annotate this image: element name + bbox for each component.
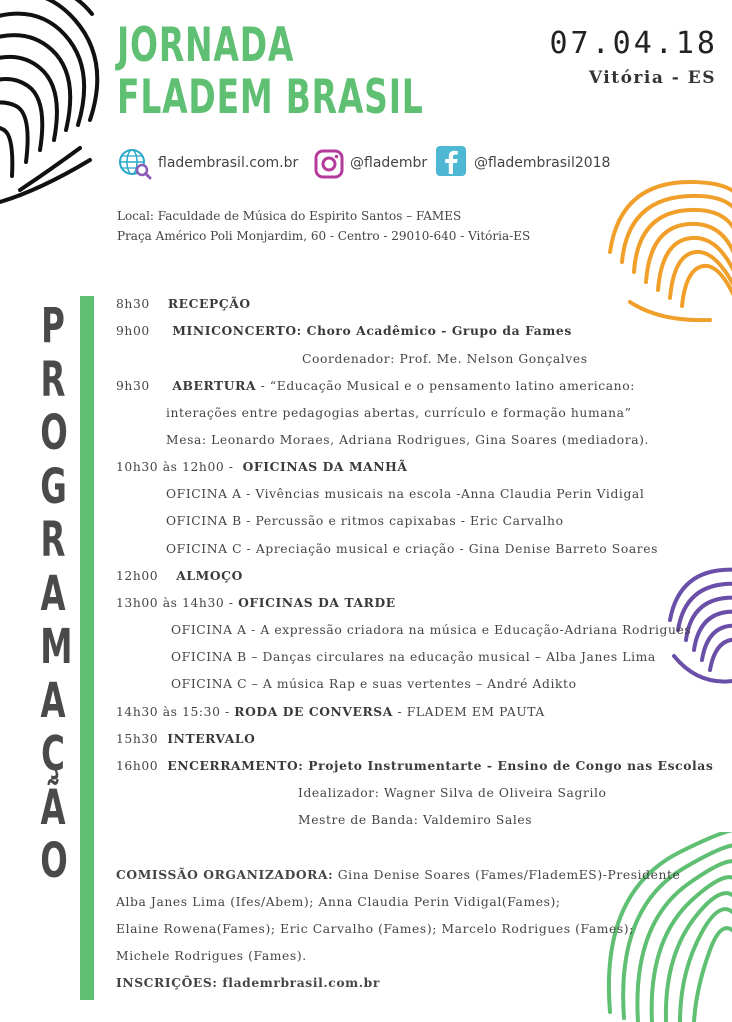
item-title: ENCERRAMENTO: Projeto Instrumentarte - Ensino de Congo nas Escolas [167,758,714,773]
time: 9h00 [116,324,150,338]
item-text: - FLADEM EM PAUTA [392,705,545,719]
item-title: RECEPÇÃO [167,296,251,311]
schedule-subline: Coordenador: Prof. Me. Nelson Gonçalves [302,352,588,366]
item-title: ALMOÇO [176,568,243,583]
title-line-1: JORNADA [117,18,295,73]
schedule-item [116,702,545,722]
fingerprint-black-decoration [0,0,110,210]
schedule-item [116,321,572,341]
green-accent-bar [80,296,94,1000]
fingerprint-orange-decoration [600,172,732,322]
location-line-1: Local: Faculdade de Música do Espirito Santos – FAMES [117,209,462,223]
title-line-2: FLADEM BRASIL [117,70,424,125]
item-title: OFICINAS DA TARDE [238,595,396,610]
event-date: 07.04.18 [549,26,718,61]
time: 16h00 [116,759,159,773]
side-letter: Ç [41,726,65,782]
side-letter: R [40,351,66,408]
item-title: ABERTURA [172,378,257,393]
workshop-line: OFICINA C – A música Rap e suas vertentes – André Adikto [171,677,577,691]
side-letter: R [40,512,66,568]
globe-search-icon [118,148,152,180]
facebook-icon[interactable] [436,146,466,176]
schedule-item [116,756,713,776]
registration-link[interactable]: flademrbrasil.com.br [217,975,380,990]
side-letter: A [40,565,66,622]
item-title: RODA DE CONVERSA [234,704,393,719]
facebook-handle[interactable]: @fladembrasil2018 [474,155,611,171]
committee-line: Alba Janes Lima (Ifes/Abem); Anna Claudia Perin Vidigal(Fames); [116,895,561,909]
committee-line: Michele Rodrigues (Fames). [116,949,307,963]
schedule-item [116,566,243,586]
committee-text: Gina Denise Soares (Fames/FlademES)-Presidente [333,868,681,882]
time: 14h30 às 15:30 - [116,705,230,719]
time: 9h30 [116,379,150,393]
workshop-line: OFICINA C - Apreciação musical e criação - Gina Denise Barreto Soares [166,542,659,556]
time: 8h30 [116,297,150,311]
instagram-handle[interactable]: @fladembr [350,155,428,171]
schedule-item [116,294,251,314]
website-link[interactable]: fladembrasil.com.br [158,155,299,171]
event-city: Vitória - ES [588,68,716,88]
location-block [117,206,530,246]
instagram-icon[interactable] [314,149,344,179]
schedule-item [116,457,408,477]
schedule-subline: Mestre de Banda: Valdemiro Sales [298,813,533,827]
time: 10h30 às 12h00 - [116,460,234,474]
side-letter: A [40,672,66,729]
schedule-item [116,593,396,613]
side-letter: M [40,619,73,675]
schedule-subline: Mesa: Leonardo Moraes, Adriana Rodrigues, Gina Soares (mediadora). [166,433,650,447]
programacao-vertical-label [36,298,73,889]
schedule-subline: Idealizador: Wagner Silva de Oliveira Sagrilo [298,786,607,800]
time: 12h00 [116,569,159,583]
side-letter: Ã [40,779,66,836]
location-line-2: Praça Américo Poli Monjardim, 60 - Centro - 29010-640 - Vitória-ES [117,229,531,243]
committee-line: Elaine Rowena(Fames); Eric Carvalho (Fames); Marcelo Rodrigues (Fames); [116,922,634,936]
workshop-line: OFICINA A - Vivências musicais na escola -Anna Claudia Perin Vidigal [166,487,645,501]
time: 13h00 às 14h30 - [116,596,234,610]
side-letter: P [41,298,65,354]
time: 15h30 [116,732,159,746]
registration-line [116,973,380,993]
item-title: OFICINAS DA MANHÃ [242,459,408,474]
item-text: - “Educação Musical e o pensamento latino americano: [256,379,635,393]
side-letter: G [40,458,67,515]
side-letter: O [40,833,68,889]
item-title: INTERVALO [167,731,256,746]
schedule-subline: interações entre pedagogias abertas, currículo e formação humana” [166,406,632,420]
workshop-line: OFICINA B – Danças circulares na educação musical – Alba Janes Lima [171,650,656,664]
side-letter: O [40,405,68,461]
item-title: MINICONCERTO: Choro Acadêmico - Grupo da Fames [172,323,572,338]
schedule-item [116,376,635,396]
workshop-line: OFICINA A - A expressão criadora na música e Educação-Adriana Rodrigues [171,623,692,637]
committee-label: COMISSÃO ORGANIZADORA: [116,867,334,882]
committee-line [116,865,680,885]
workshop-line: OFICINA B - Percussão e ritmos capixabas - Eric Carvalho [166,514,564,528]
schedule-item [116,729,255,749]
registration-label: INSCRIÇÕES: [116,975,218,990]
